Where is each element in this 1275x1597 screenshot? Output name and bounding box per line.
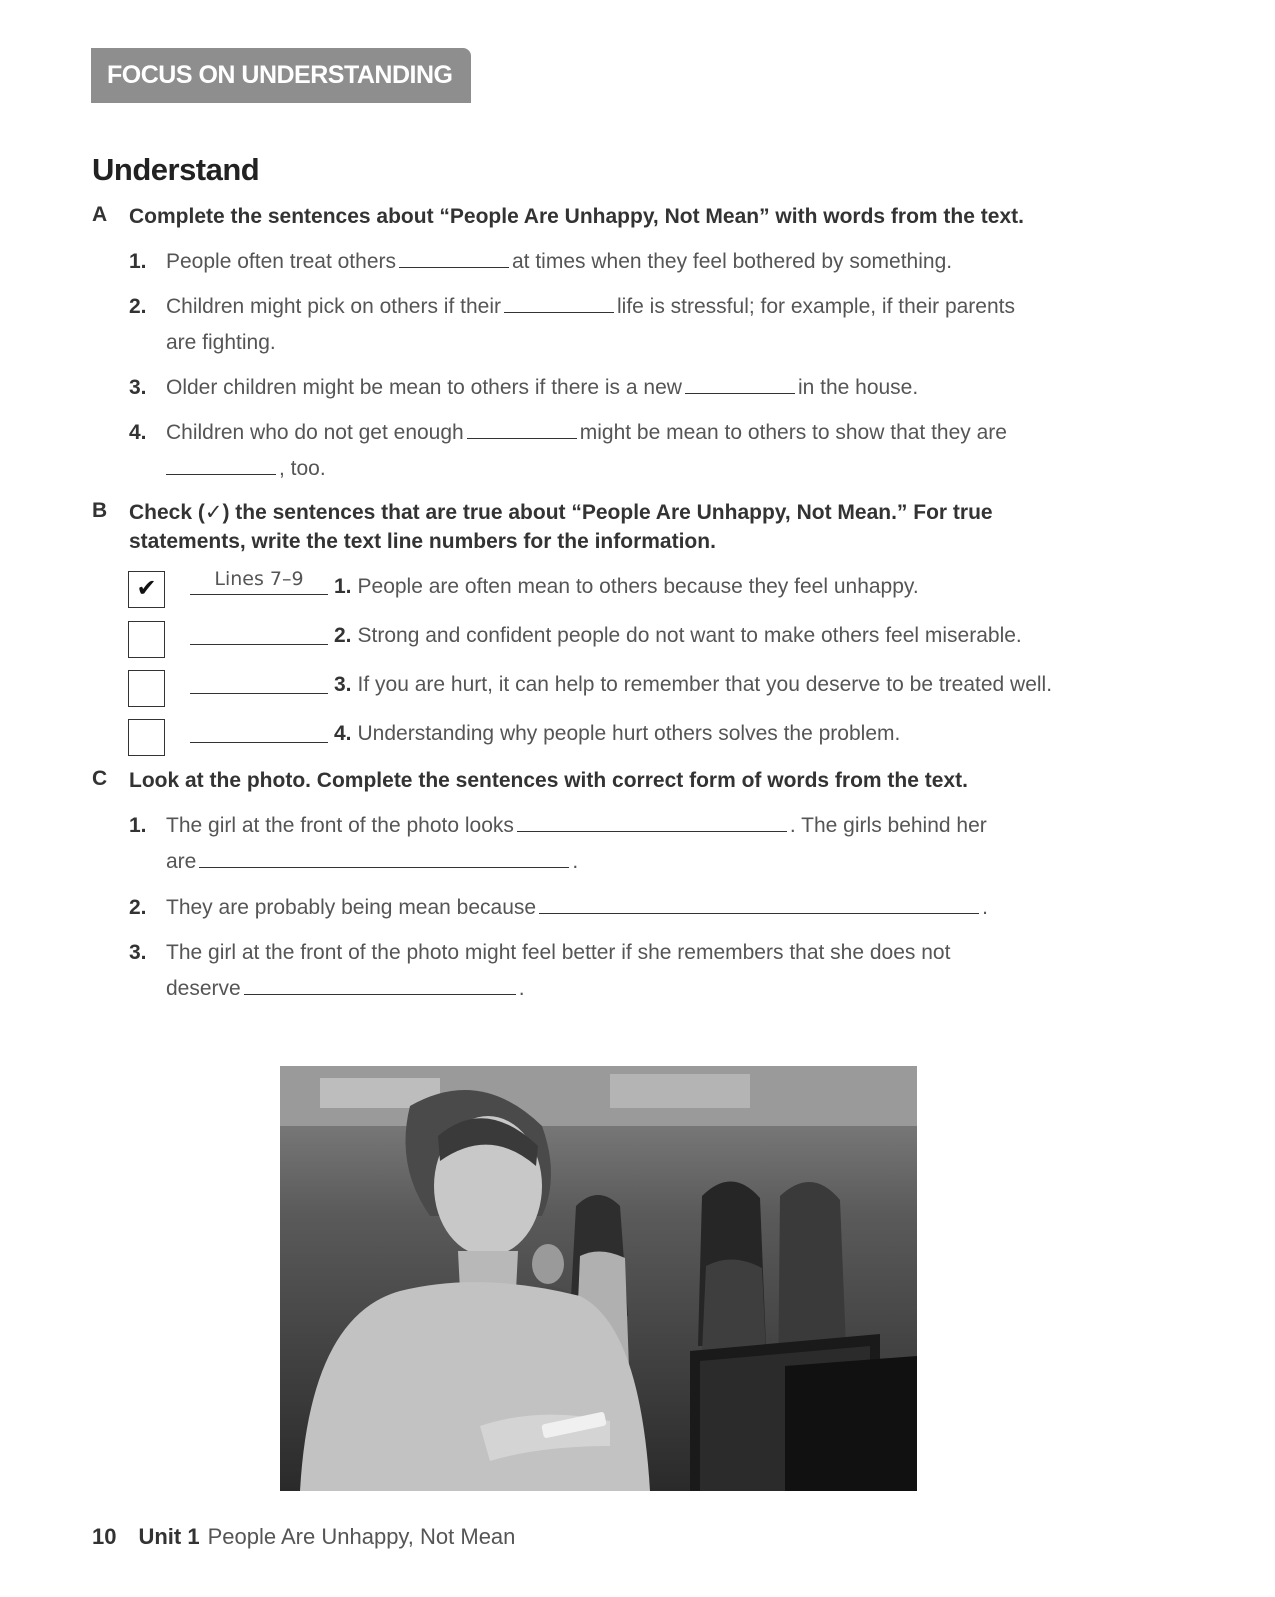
- answer-blank[interactable]: [166, 452, 276, 475]
- section-c-instruction: Look at the photo. Complete the sentences with correct form of words from the text.: [129, 769, 968, 792]
- answer-blank[interactable]: [685, 371, 795, 394]
- photo-illustration: [280, 1066, 917, 1491]
- item-text-before: They are probably being mean because: [166, 896, 537, 919]
- answer-blank[interactable]: [517, 809, 787, 832]
- item-text-continued: are fighting.: [166, 331, 276, 354]
- item-text-continued: deserve: [166, 977, 241, 1000]
- answer-blank[interactable]: [539, 891, 979, 914]
- item-text-after: life is stressful; for example, if their parents: [617, 295, 1015, 318]
- section-c-letter: C: [92, 767, 108, 790]
- check-mark-icon: ✔: [136, 575, 157, 602]
- page-footer: [92, 1524, 515, 1550]
- a-item-4: [129, 415, 1007, 487]
- checkbox[interactable]: [128, 670, 165, 707]
- photo-girl-with-phone: [280, 1066, 917, 1491]
- unit-title: People Are Unhappy, Not Mean: [207, 1524, 516, 1549]
- a-item-3: [129, 370, 918, 406]
- item-text-before: Children who do not get enough: [166, 421, 464, 444]
- c-item-1: [129, 808, 987, 880]
- item-text: Strong and confident people do not want to make others feel miserable.: [357, 624, 1022, 647]
- section-b-instruction-line-1: Check (✓) the sentences that are true about “People Are Unhappy, Not Mean.” For true: [129, 501, 993, 524]
- b-item-1: [334, 572, 919, 602]
- item-text: If you are hurt, it can help to remember that you deserve to be treated well.: [357, 673, 1053, 696]
- answer-blank[interactable]: [199, 845, 569, 868]
- answer-blank[interactable]: [399, 245, 509, 268]
- item-text-end: .: [518, 977, 525, 1000]
- item-text-before: Older children might be mean to others if there is a new: [166, 376, 682, 399]
- item-text: People are often mean to others because they feel unhappy.: [357, 575, 919, 598]
- item-number: 3.: [129, 941, 147, 964]
- item-number: 4.: [129, 421, 147, 444]
- b-item-2: [334, 621, 1022, 651]
- item-number: 1.: [334, 575, 352, 598]
- answer-blank[interactable]: [467, 416, 577, 439]
- line-number-answer[interactable]: Lines 7–9: [190, 569, 328, 595]
- item-text-continued: are: [166, 850, 197, 873]
- section-b-instruction-line-2: statements, write the text line numbers for the information.: [129, 530, 716, 553]
- checkbox[interactable]: [128, 719, 165, 756]
- c-item-3: [129, 935, 950, 1007]
- checkbox-checked[interactable]: [128, 571, 165, 608]
- section-a-instruction: Complete the sentences about “People Are Unhappy, Not Mean” with words from the text.: [129, 205, 1024, 228]
- item-number: 2.: [129, 295, 147, 318]
- item-text-before: Children might pick on others if their: [166, 295, 501, 318]
- item-number: 2.: [129, 896, 147, 919]
- b-item-3: [334, 670, 1052, 700]
- item-number: 3.: [334, 673, 352, 696]
- item-text: Understanding why people hurt others solves the problem.: [357, 722, 901, 745]
- item-text-before: People often treat others: [166, 250, 396, 273]
- item-text-after: in the house.: [797, 376, 919, 399]
- item-text-continued: , too.: [279, 457, 326, 480]
- item-text-after: . The girls behind her: [789, 814, 987, 837]
- section-a-letter: A: [92, 203, 108, 226]
- item-text-after: at times when they feel bothered by something.: [512, 250, 953, 273]
- item-text-after: might be mean to others to show that they are: [579, 421, 1007, 444]
- item-number: 1.: [129, 814, 147, 837]
- answer-blank[interactable]: [504, 290, 614, 313]
- a-item-1: [129, 244, 952, 280]
- checkbox[interactable]: [128, 621, 165, 658]
- item-number: 1.: [129, 250, 147, 273]
- page-number: 10: [92, 1524, 117, 1549]
- item-text-end: .: [572, 850, 579, 873]
- section-b-letter: B: [92, 499, 108, 522]
- line-number-answer[interactable]: [190, 717, 328, 743]
- a-item-2: [129, 289, 1015, 361]
- item-text-before: The girl at the front of the photo looks: [166, 814, 514, 837]
- b-item-4: [334, 719, 900, 749]
- section-banner: FOCUS ON UNDERSTANDING: [91, 48, 471, 103]
- item-number: 2.: [334, 624, 352, 647]
- line-number-answer[interactable]: [190, 619, 328, 645]
- unit-label: Unit 1: [138, 1524, 200, 1549]
- item-text-before: The girl at the front of the photo might feel better if she remembers that she does not: [166, 941, 951, 964]
- c-item-2: [129, 890, 988, 926]
- page-heading: Understand: [92, 152, 260, 187]
- item-text-after: .: [982, 896, 988, 919]
- line-number-answer[interactable]: [190, 668, 328, 694]
- item-number: 3.: [129, 376, 147, 399]
- item-number: 4.: [334, 722, 352, 745]
- answer-blank[interactable]: [244, 972, 516, 995]
